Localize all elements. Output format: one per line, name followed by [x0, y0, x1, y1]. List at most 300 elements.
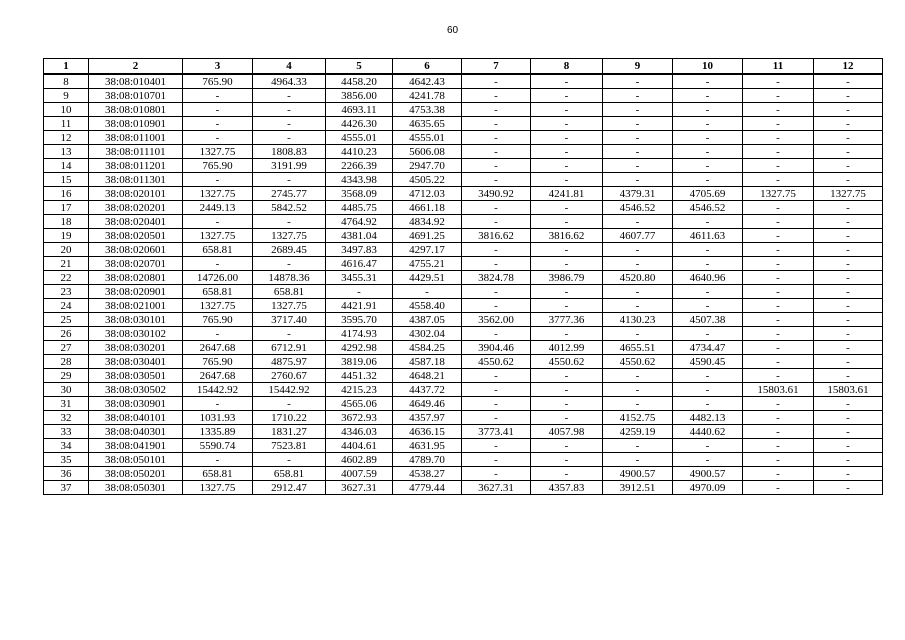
table-cell: -	[462, 411, 531, 425]
table-cell: -	[743, 159, 814, 173]
table-cell: 5606.08	[393, 145, 462, 159]
table-cell: -	[531, 299, 603, 313]
table-cell: 4590.45	[673, 355, 743, 369]
table-cell: 38:08:020401	[89, 215, 183, 229]
table-cell: 1327.75	[253, 229, 326, 243]
table-cell: 38:08:020701	[89, 257, 183, 271]
table-cell: -	[673, 453, 743, 467]
table-cell: -	[462, 131, 531, 145]
table-cell: -	[603, 74, 673, 89]
table-cell: 4550.62	[531, 355, 603, 369]
table-cell: 4429.51	[393, 271, 462, 285]
table-cell: 2647.68	[183, 369, 253, 383]
table-cell: -	[673, 89, 743, 103]
table-cell: 19	[44, 229, 89, 243]
table-cell: 28	[44, 355, 89, 369]
table-cell: 4611.63	[673, 229, 743, 243]
table-cell: 27	[44, 341, 89, 355]
table-cell: -	[462, 215, 531, 229]
table-row	[44, 341, 883, 355]
table-cell: -	[743, 313, 814, 327]
table-cell: -	[253, 117, 326, 131]
table-cell: 4753.38	[393, 103, 462, 117]
table-cell: 2647.68	[183, 341, 253, 355]
table-cell: 4755.21	[393, 257, 462, 271]
table-cell: 15803.61	[814, 383, 883, 397]
column-header: 8	[531, 59, 603, 75]
column-header: 3	[183, 59, 253, 75]
table-row	[44, 285, 883, 299]
table-cell: 4404.61	[326, 439, 393, 453]
table-row	[44, 397, 883, 411]
table-cell: 21	[44, 257, 89, 271]
table-cell: 3816.62	[531, 229, 603, 243]
table-cell: 1327.75	[743, 187, 814, 201]
table-cell: 6712.91	[253, 341, 326, 355]
table-cell: -	[253, 131, 326, 145]
table-cell: -	[743, 341, 814, 355]
table-row	[44, 131, 883, 145]
table-cell: 3562.00	[462, 313, 531, 327]
table-cell: 3819.06	[326, 355, 393, 369]
table-cell: 4130.23	[603, 313, 673, 327]
table-cell: 38:08:020201	[89, 201, 183, 215]
table-cell: -	[814, 215, 883, 229]
table-cell: 4485.75	[326, 201, 393, 215]
table-cell: -	[743, 257, 814, 271]
table-cell: -	[183, 117, 253, 131]
table-cell: -	[814, 397, 883, 411]
table-cell: -	[743, 397, 814, 411]
table-cell: -	[673, 103, 743, 117]
table-cell: 4259.19	[603, 425, 673, 439]
table-cell: 4970.09	[673, 481, 743, 495]
table-row	[44, 481, 883, 495]
table-cell: -	[531, 117, 603, 131]
table-cell: 2689.45	[253, 243, 326, 257]
table-cell: 8	[44, 74, 89, 89]
table-cell: -	[814, 341, 883, 355]
table-cell: -	[531, 89, 603, 103]
table-cell: -	[603, 327, 673, 341]
column-header: 10	[673, 59, 743, 75]
table-cell: -	[531, 145, 603, 159]
table-cell: 38:08:010401	[89, 74, 183, 89]
table-cell: -	[603, 117, 673, 131]
table-cell: 15442.92	[183, 383, 253, 397]
table-cell: 3912.51	[603, 481, 673, 495]
table-cell: 1031.93	[183, 411, 253, 425]
table-row	[44, 257, 883, 271]
table-cell: -	[462, 327, 531, 341]
table-cell: 12	[44, 131, 89, 145]
table-cell: -	[814, 355, 883, 369]
table-cell: 658.81	[183, 285, 253, 299]
table-cell: -	[814, 173, 883, 187]
table-row	[44, 103, 883, 117]
table-cell: 4555.01	[326, 131, 393, 145]
table-row	[44, 439, 883, 453]
table-cell: -	[743, 243, 814, 257]
table-cell: -	[673, 131, 743, 145]
table-cell: 4693.11	[326, 103, 393, 117]
table-cell: 4520.80	[603, 271, 673, 285]
table-cell: 4346.03	[326, 425, 393, 439]
table-cell: 1327.75	[183, 229, 253, 243]
table-cell: -	[603, 285, 673, 299]
table-cell: 2266.39	[326, 159, 393, 173]
table-cell: -	[743, 103, 814, 117]
table-cell: -	[462, 285, 531, 299]
table-cell: 9	[44, 89, 89, 103]
table-cell: 15803.61	[743, 383, 814, 397]
table-cell: -	[743, 74, 814, 89]
table-cell: -	[531, 467, 603, 481]
table-cell: -	[462, 201, 531, 215]
table-cell: 4587.18	[393, 355, 462, 369]
table-cell: 4357.97	[393, 411, 462, 425]
table-cell: -	[743, 145, 814, 159]
table-cell: 38:08:050201	[89, 467, 183, 481]
table-cell: -	[393, 285, 462, 299]
table-cell: -	[462, 243, 531, 257]
table-cell: -	[673, 369, 743, 383]
table-cell: 4712.03	[393, 187, 462, 201]
table-cell: -	[673, 299, 743, 313]
table-cell: -	[814, 243, 883, 257]
table-cell: -	[743, 369, 814, 383]
table-cell: -	[462, 159, 531, 173]
table-cell: 2947.70	[393, 159, 462, 173]
table-cell: 38:08:030401	[89, 355, 183, 369]
table-cell: 1327.75	[253, 299, 326, 313]
table-cell: 3824.78	[462, 271, 531, 285]
table-cell: -	[462, 257, 531, 271]
table-cell: -	[531, 285, 603, 299]
table-cell: 38:08:050301	[89, 481, 183, 495]
table-cell: -	[743, 173, 814, 187]
table-cell: 1327.75	[814, 187, 883, 201]
table-cell: 4215.23	[326, 383, 393, 397]
table-cell: 4421.91	[326, 299, 393, 313]
table-cell: -	[673, 327, 743, 341]
table-cell: 14	[44, 159, 89, 173]
table-cell: 4558.40	[393, 299, 462, 313]
table-row	[44, 215, 883, 229]
table-cell: -	[743, 467, 814, 481]
table-cell: 35	[44, 453, 89, 467]
table-cell: -	[462, 453, 531, 467]
table-row	[44, 145, 883, 159]
table-cell: 36	[44, 467, 89, 481]
table-cell: -	[673, 243, 743, 257]
table-cell: -	[531, 453, 603, 467]
table-cell: 4900.57	[673, 467, 743, 481]
table-cell: -	[814, 257, 883, 271]
table-cell: 3627.31	[326, 481, 393, 495]
table-cell: 4302.04	[393, 327, 462, 341]
table-cell: 4241.78	[393, 89, 462, 103]
table-row	[44, 299, 883, 313]
table-cell: 38:08:011301	[89, 173, 183, 187]
table-cell: 4387.05	[393, 313, 462, 327]
table-cell: 4636.15	[393, 425, 462, 439]
table-cell: 4538.27	[393, 467, 462, 481]
table-cell: -	[673, 117, 743, 131]
table-cell: -	[603, 131, 673, 145]
table-cell: 4546.52	[603, 201, 673, 215]
table-cell: -	[814, 201, 883, 215]
table-cell: -	[603, 145, 673, 159]
table-cell: -	[183, 257, 253, 271]
table-cell: 4297.17	[393, 243, 462, 257]
table-row	[44, 467, 883, 481]
table-cell: 38:08:011001	[89, 131, 183, 145]
table-cell: -	[743, 425, 814, 439]
table-cell: 4007.59	[326, 467, 393, 481]
table-cell: 4357.83	[531, 481, 603, 495]
column-header: 5	[326, 59, 393, 75]
table-cell: -	[743, 355, 814, 369]
table-cell: 38:08:011101	[89, 145, 183, 159]
table-cell: -	[603, 397, 673, 411]
table-header-row	[44, 59, 883, 75]
data-table	[43, 58, 883, 495]
table-cell: 38:08:020801	[89, 271, 183, 285]
table-cell: -	[603, 257, 673, 271]
table-cell: 14878.36	[253, 271, 326, 285]
table-cell: -	[814, 89, 883, 103]
table-cell: -	[743, 215, 814, 229]
table-cell: 38:08:021001	[89, 299, 183, 313]
table-cell: 2760.67	[253, 369, 326, 383]
table-cell: 38:08:030101	[89, 313, 183, 327]
table-cell: -	[253, 173, 326, 187]
table-cell: -	[673, 215, 743, 229]
table-cell: 4642.43	[393, 74, 462, 89]
table-cell: -	[183, 397, 253, 411]
table-cell: -	[673, 173, 743, 187]
table-cell: 4057.98	[531, 425, 603, 439]
table-cell: 15	[44, 173, 89, 187]
table-cell: 2449.13	[183, 201, 253, 215]
table-cell: -	[603, 103, 673, 117]
table-cell: -	[814, 117, 883, 131]
table-cell: 3717.40	[253, 313, 326, 327]
table-cell: -	[462, 145, 531, 159]
table-cell: 1710.22	[253, 411, 326, 425]
table-cell: 38:08:030102	[89, 327, 183, 341]
table-cell: 4734.47	[673, 341, 743, 355]
table-cell: -	[462, 173, 531, 187]
table-cell: 38:08:050101	[89, 453, 183, 467]
table-cell: 3904.46	[462, 341, 531, 355]
table-cell: -	[673, 74, 743, 89]
table-cell: 13	[44, 145, 89, 159]
table-cell: 658.81	[183, 243, 253, 257]
table-cell: -	[814, 159, 883, 173]
table-cell: 38:08:020601	[89, 243, 183, 257]
table-cell: 4174.93	[326, 327, 393, 341]
table-cell: 3777.36	[531, 313, 603, 327]
table-cell: 4834.92	[393, 215, 462, 229]
table-cell: -	[462, 383, 531, 397]
table-row	[44, 313, 883, 327]
table-cell: -	[531, 439, 603, 453]
table-cell: 4482.13	[673, 411, 743, 425]
table-cell: 4505.22	[393, 173, 462, 187]
table-cell: 765.90	[183, 74, 253, 89]
table-cell: -	[253, 397, 326, 411]
table-cell: 38:08:030201	[89, 341, 183, 355]
table-cell: -	[673, 159, 743, 173]
table-cell: -	[603, 439, 673, 453]
table-cell: 38:08:040101	[89, 411, 183, 425]
table-row	[44, 187, 883, 201]
table-cell: 4661.18	[393, 201, 462, 215]
table-row	[44, 173, 883, 187]
table-cell: 4607.77	[603, 229, 673, 243]
table-cell: 4649.46	[393, 397, 462, 411]
page-number: 60	[446, 25, 459, 36]
table-cell: -	[673, 383, 743, 397]
table-cell: 24	[44, 299, 89, 313]
table-cell: 20	[44, 243, 89, 257]
table-cell: 4631.95	[393, 439, 462, 453]
table-cell: 4789.70	[393, 453, 462, 467]
table-cell: -	[814, 369, 883, 383]
table-cell: -	[253, 89, 326, 103]
table-cell: 38:08:030901	[89, 397, 183, 411]
table-row	[44, 271, 883, 285]
table-cell: 4451.32	[326, 369, 393, 383]
table-cell: -	[814, 229, 883, 243]
table-cell: -	[814, 467, 883, 481]
table-cell: 38:08:040301	[89, 425, 183, 439]
table-cell: 3856.00	[326, 89, 393, 103]
table-cell: 4616.47	[326, 257, 393, 271]
table-cell: -	[673, 145, 743, 159]
table-cell: 4410.23	[326, 145, 393, 159]
table-cell: -	[743, 201, 814, 215]
table-row	[44, 453, 883, 467]
table-cell: -	[603, 369, 673, 383]
table-cell: 4565.06	[326, 397, 393, 411]
table-cell: -	[183, 131, 253, 145]
table-cell: 16	[44, 187, 89, 201]
table-cell: 4012.99	[531, 341, 603, 355]
table-cell: -	[462, 467, 531, 481]
table-cell: 23	[44, 285, 89, 299]
table-cell: 765.90	[183, 313, 253, 327]
table-cell: 1327.75	[183, 145, 253, 159]
table-cell: -	[814, 74, 883, 89]
table-cell: -	[743, 117, 814, 131]
table-cell: -	[673, 257, 743, 271]
table-cell: -	[462, 397, 531, 411]
table-cell: -	[462, 117, 531, 131]
table-cell: 4779.44	[393, 481, 462, 495]
table-cell: 4584.25	[393, 341, 462, 355]
table-cell: -	[531, 103, 603, 117]
table-cell: 3986.79	[531, 271, 603, 285]
table-cell: 22	[44, 271, 89, 285]
table-cell: 38:08:010801	[89, 103, 183, 117]
table-cell: 38:08:030502	[89, 383, 183, 397]
column-header: 1	[44, 59, 89, 75]
table-cell: 5842.52	[253, 201, 326, 215]
table-cell: 26	[44, 327, 89, 341]
table-cell: 11	[44, 117, 89, 131]
table-cell: -	[326, 285, 393, 299]
table-cell: 4381.04	[326, 229, 393, 243]
table-cell: 4555.01	[393, 131, 462, 145]
table-cell: 4550.62	[462, 355, 531, 369]
table-cell: 4550.62	[603, 355, 673, 369]
table-cell: -	[814, 425, 883, 439]
table-cell: 4691.25	[393, 229, 462, 243]
table-cell: -	[462, 74, 531, 89]
table-cell: 658.81	[253, 285, 326, 299]
table-cell: 765.90	[183, 355, 253, 369]
table-row	[44, 327, 883, 341]
table-cell: -	[183, 215, 253, 229]
table-row	[44, 89, 883, 103]
table-cell: -	[253, 257, 326, 271]
table-cell: -	[531, 397, 603, 411]
table-cell: -	[253, 103, 326, 117]
table-cell: 1831.27	[253, 425, 326, 439]
table-cell: 1808.83	[253, 145, 326, 159]
table-cell: 33	[44, 425, 89, 439]
table-cell: 38:08:041901	[89, 439, 183, 453]
table-cell: -	[531, 201, 603, 215]
table-cell: 18	[44, 215, 89, 229]
table-row	[44, 369, 883, 383]
table-cell: 4655.51	[603, 341, 673, 355]
table-cell: -	[743, 411, 814, 425]
table-cell: 14726.00	[183, 271, 253, 285]
table-cell: -	[603, 299, 673, 313]
table-cell: -	[531, 215, 603, 229]
table-cell: -	[743, 271, 814, 285]
table-cell: -	[531, 327, 603, 341]
table-cell: -	[814, 285, 883, 299]
table-cell: 38:08:020901	[89, 285, 183, 299]
table-cell: -	[531, 243, 603, 257]
table-cell: 4152.75	[603, 411, 673, 425]
table-cell: -	[743, 229, 814, 243]
table-cell: -	[814, 271, 883, 285]
table-cell: -	[814, 145, 883, 159]
table-cell: 5590.74	[183, 439, 253, 453]
table-cell: 4426.30	[326, 117, 393, 131]
table-body	[44, 74, 883, 495]
table-cell: -	[743, 131, 814, 145]
table-cell: 4764.92	[326, 215, 393, 229]
table-cell: -	[531, 411, 603, 425]
table-cell: 2912.47	[253, 481, 326, 495]
table-cell: -	[743, 89, 814, 103]
table-cell: 4602.89	[326, 453, 393, 467]
table-cell: 38:08:020101	[89, 187, 183, 201]
table-cell: -	[531, 383, 603, 397]
table-cell: -	[814, 411, 883, 425]
table-cell: 658.81	[253, 467, 326, 481]
table-cell: -	[814, 299, 883, 313]
column-header: 11	[743, 59, 814, 75]
table-cell: -	[531, 159, 603, 173]
